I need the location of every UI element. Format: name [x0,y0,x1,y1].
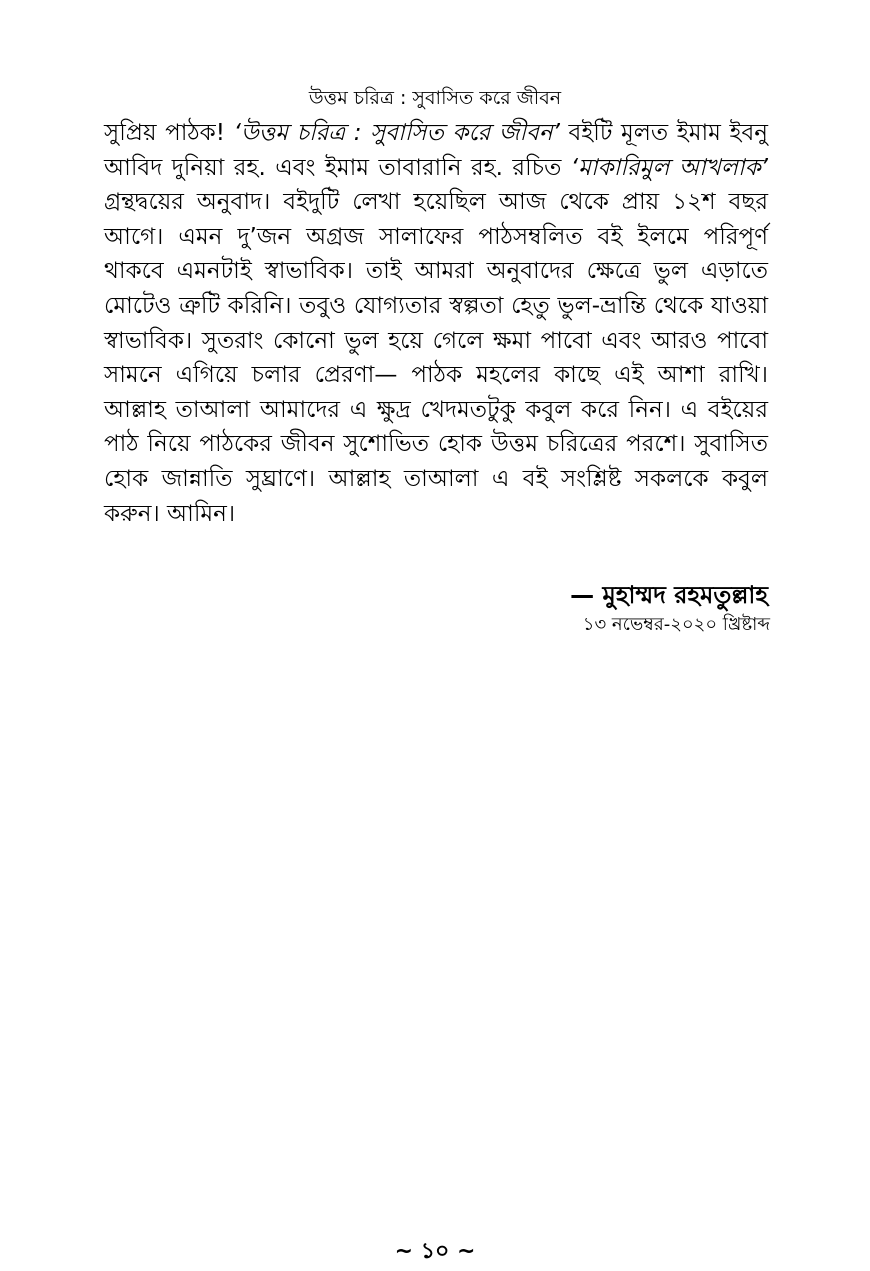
source-title: ‘মাকারিমুল আখলাক’ [570,154,768,181]
paragraph-middle: বইটি মূলত ইমাম ইবনু আবিদ দুনিয়া রহ. এবং ইমাম তাবারানি রহ. রচিত [104,120,768,181]
page-number: ~ ১০ ~ [394,1239,476,1264]
book-title: ‘উত্তম চরিত্র : সুবাসিত করে জীবন’ [233,120,560,146]
preface-paragraph [104,116,768,531]
paragraph-intro: সুপ্রিয় পাঠক! [104,120,234,146]
paragraph-rest: গ্রন্থদ্বয়ের অনুবাদ। বইদুটি লেখা হয়েছিল আজ থেকে প্রায় ১২শ বছর আগে। এমন দু’জন অগ্রজ সালাফের পাঠসম্বলিত বই ইলমে পরিপূর্ণ থাকবে এমনটাই স্বাভাবিক। তাই আমরা অনুবাদের ক্ষেত্রে ভুল এড়াতে মোটেও ত্রুটি করিনি। তবুও যোগ্যতার স্বল্পতা হেতু ভুল-ভ্রান্তি থেকে যাওয়া স্বাভাবিক। সুতরাং কোনো ভুল হয়ে গেলে ক্ষমা পাবো এবং আরও পাবো সামনে এগিয়ে চলার প্রেরণা— পাঠক মহলের কাছে এই আশা রাখি। আল্লাহ তাআলা আমাদের এ ক্ষুদ্র খেদমতটুকু কবুল করে নিন। এ বইয়ের পাঠ নিয়ে পাঠকের জীবন সুশোভিত হোক উত্তম চরিত্রের পরশে। সুবাসিত হোক জান্নাতি সুঘ্রাণে। আল্লাহ তাআলা এ বই সংশ্লিষ্ট সকলকে কবুল করুন। আমিন। [104,189,768,527]
signature-date: ১৩ নভেম্বর-২০২০ খ্রিষ্টাব্দ [582,614,770,635]
running-header: উত্তম চরিত্র : সুবাসিত করে জীবন [308,87,562,109]
author-signature: — মুহাম্মদ রহমতুল্লাহ [570,581,768,609]
